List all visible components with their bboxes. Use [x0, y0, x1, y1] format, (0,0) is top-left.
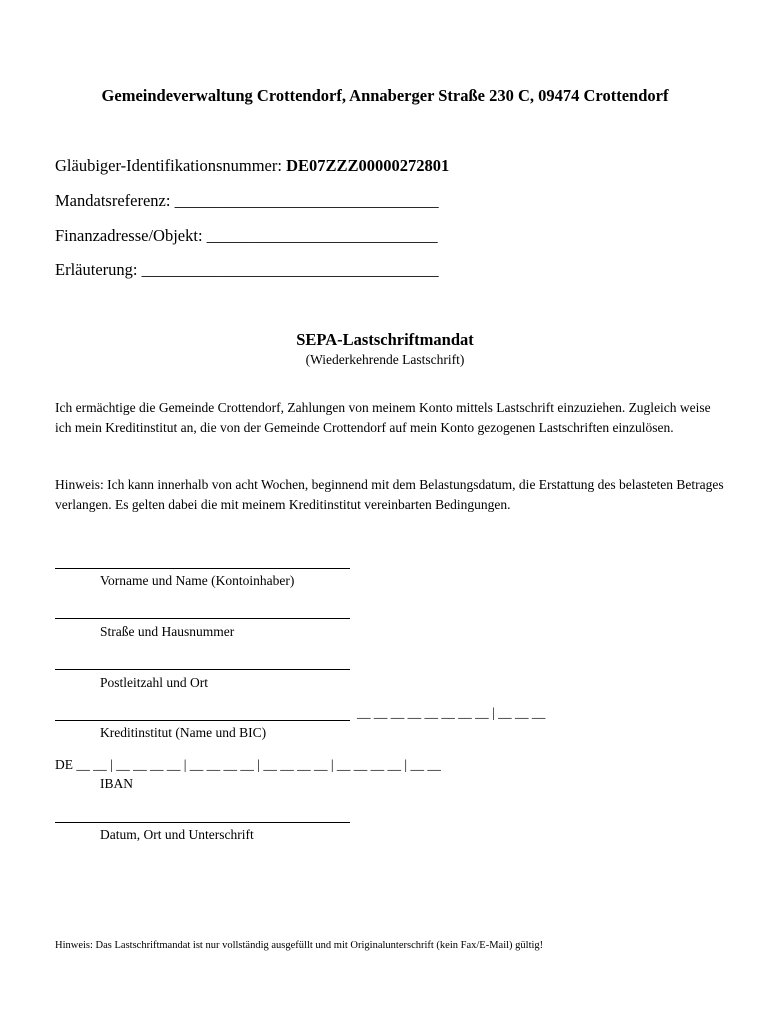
signature-label: Datum, Ort und Unterschrift [100, 827, 254, 842]
finance-address-row [55, 226, 438, 246]
iban-label: IBAN [100, 776, 133, 791]
iban-prefix: DE [55, 757, 73, 772]
creditor-id-value: DE07ZZZ00000272801 [286, 156, 450, 175]
mandate-reference-label: Mandatsreferenz: [55, 191, 171, 210]
city-label: Postleitzahl und Ort [100, 675, 208, 690]
finance-address-field[interactable]: ____________________________ [206, 226, 438, 245]
street-input-line[interactable] [55, 618, 350, 619]
finance-address-label: Finanzadresse/Objekt: [55, 226, 203, 245]
footer-notice: Hinweis: Das Lastschriftmandat ist nur vollständig ausgefüllt und mit Originalunterschrift (kein Fax/E-Mail) gültig! [55, 940, 544, 951]
bank-label: Kreditinstitut (Name und BIC) [100, 725, 267, 740]
mandate-reference-row [55, 191, 439, 211]
refund-notice-paragraph: Hinweis: Ich kann innerhalb von acht Wochen, beginnend mit dem Belastungsdatum, die Erstattung des belasteten Betrages verlangen. Es gelten dabei die mit meinem Kreditinstitut vereinbarten Bedingungen. [55, 477, 724, 512]
iban-row [55, 757, 441, 773]
iban-boxes[interactable]: __ __ | __ __ __ __ | __ __ __ __ | __ __ __ __ | __ __ __ __ | __ __ [76, 757, 441, 772]
bic-boxes[interactable]: __ __ __ __ __ __ __ __ | __ __ __ [357, 705, 546, 720]
signature-input-line[interactable] [55, 822, 350, 823]
authorization-paragraph: Ich ermächtige die Gemeinde Crottendorf, Zahlungen von meinem Konto mittels Lastschrift einzuziehen. Zugleich weise ich mein Kreditinstitut an, die von der Gemeinde Crottendorf auf mein Konto gezogenen Lastschriften einzulösen. [55, 400, 711, 435]
page-header: Gemeindeverwaltung Crottendorf, Annaberger Straße 230 C, 09474 Crottendorf [101, 86, 669, 105]
mandate-title: SEPA-Lastschriftmandat [296, 330, 474, 349]
name-input-line[interactable] [55, 568, 350, 569]
city-input-line[interactable] [55, 669, 350, 670]
creditor-id-row [55, 156, 449, 176]
explanation-row [55, 260, 439, 280]
bank-input-line[interactable] [55, 720, 350, 721]
street-label: Straße und Hausnummer [100, 624, 235, 639]
mandate-subtitle: (Wiederkehrende Lastschrift) [305, 352, 465, 367]
explanation-label: Erläuterung: [55, 260, 138, 279]
mandate-reference-field[interactable]: ________________________________ [174, 191, 439, 210]
explanation-field[interactable]: ____________________________________ [141, 260, 439, 279]
creditor-id-label: Gläubiger-Identifikationsnummer: [55, 156, 282, 175]
name-label: Vorname und Name (Kontoinhaber) [100, 573, 295, 588]
